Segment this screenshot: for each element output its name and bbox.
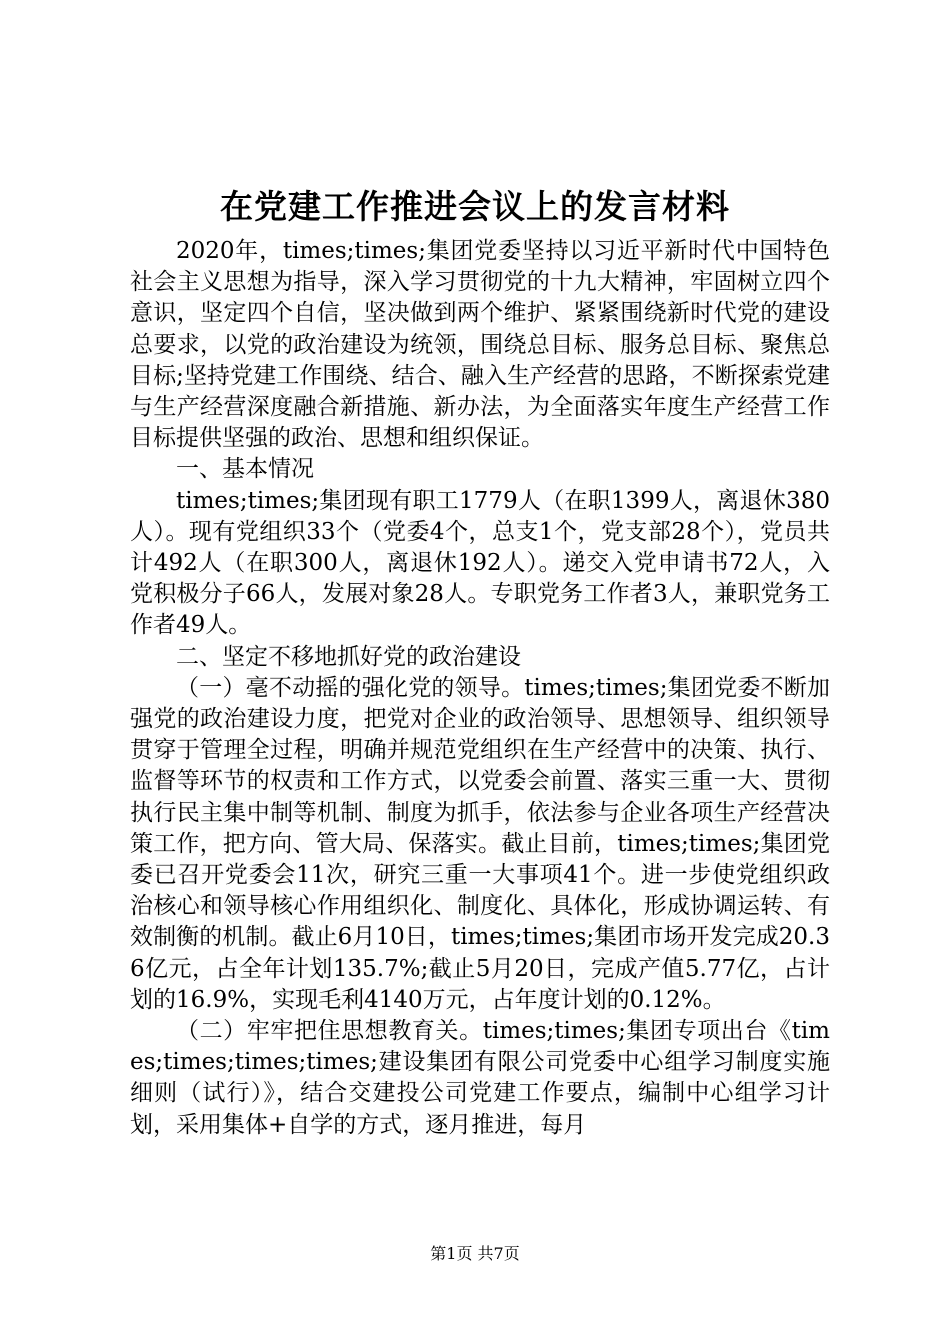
document-body xyxy=(130,236,830,1141)
paragraph-party-leadership: （一）毫不动摇的强化党的领导。times;times;集团党委不断加强党的政治建设力度，把党对企业的政治领导、思想领导、组织领导贯穿于管理全过程，明确并规范党组织在生产经营中的决策、执行、监督等环节的权责和工作方式，以党委会前置、落实三重一大、贯彻执行民主集中制等机制、制度为抓手，依法参与企业各项生产经营决策工作，把方向、管大局、保落实。截止目前，times;times;集团党委已召开党委会11次，研究三重一大事项41个。进一步使党组织政治核心和领导核心作用组织化、制度化、具体化，形成协调运转、有效制衡的机制。截止6月10日，times;times;集团市场开发完成20.36亿元，占全年计划135.7%;截止5月20日，完成产值5.77亿，占计划的16.9%，实现毛利4140万元，占年度计划的0.12%。 xyxy=(130,674,830,1013)
paragraph-intro: 2020年，times;times;集团党委坚持以习近平新时代中国特色社会主义思想为指导，深入学习贯彻党的十九大精神，牢固树立四个意识，坚定四个自信，坚决做到两个维护、紧紧围绕新时代党的建设总要求，以党的政治建设为统领，围绕总目标、服务总目标、聚焦总目标;坚持党建工作围绕、结合、融入生产经营的思路，不断探索党建与生产经营深度融合新措施、新办法，为全面落实年度生产经营工作目标提供坚强的政治、思想和组织保证。 xyxy=(130,238,830,452)
paragraph-ideological-education: （二）牢牢把住思想教育关。times;times;集团专项出台《times;times;times;times;建设集团有限公司党委中心组学习制度实施细则（试行）》，结合交建投公司党建工作要点，编制中心组学习计划，采用集体+自学的方式，逐月推进，每月 xyxy=(130,1018,830,1138)
document-title: 在党建工作推进会议上的发言材料 xyxy=(220,187,730,226)
paragraph-basic-info: times;times;集团现有职工1779人（在职1399人，离退休380人）。现有党组织33个（党委4个，总支1个，党支部28个），党员共计492人（在职300人，离退休192人）。递交入党申请书72人，入党积极分子66人，发展对象28人。专职党务工作者3人，兼职党务工作者49人。 xyxy=(130,487,830,639)
section-heading-basic-info: 一、基本情况 xyxy=(176,456,314,483)
section-heading-political-building: 二、坚定不移地抓好党的政治建设 xyxy=(176,643,521,670)
page-number-footer: 第1页 共7页 xyxy=(430,1244,520,1263)
